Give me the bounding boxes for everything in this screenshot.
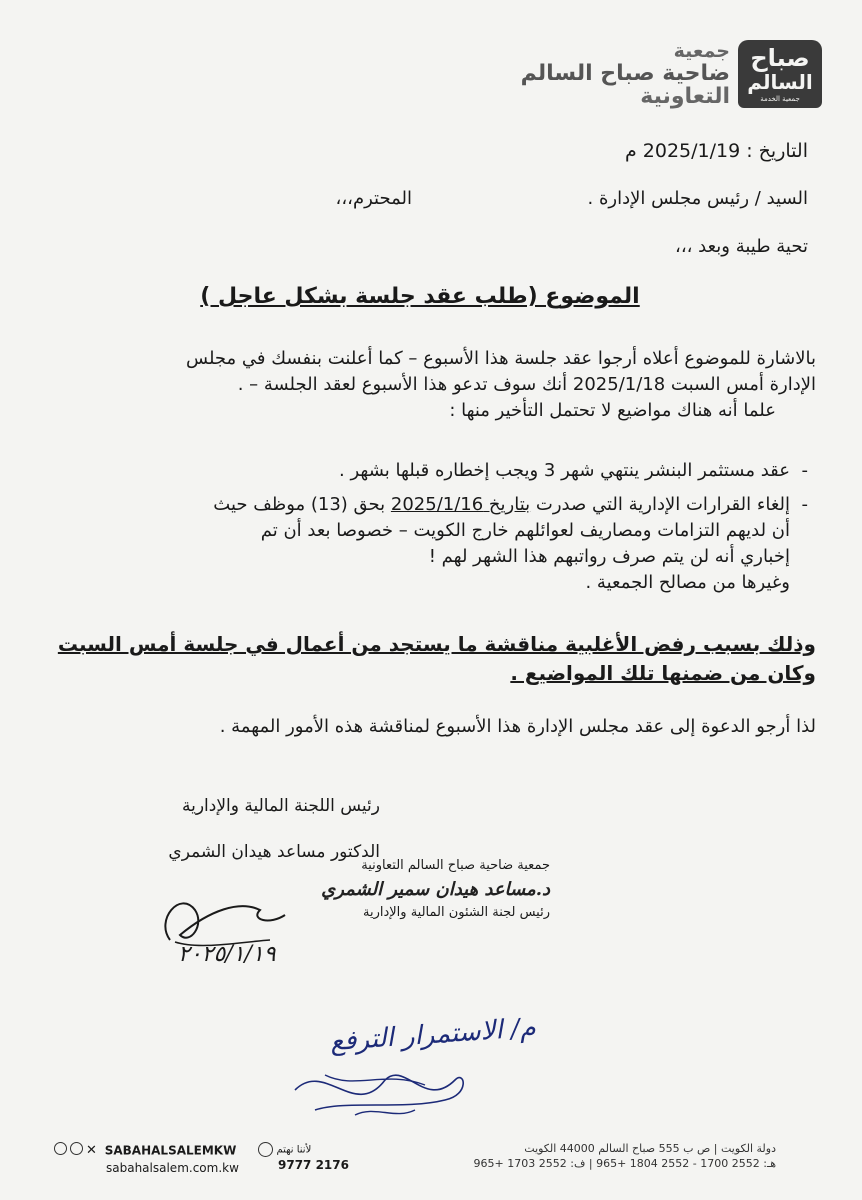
signatory-name: الدكتور مساعد هيدان الشمري bbox=[168, 842, 380, 862]
footer-handle: SABAHALSALEMKW bbox=[104, 1143, 237, 1158]
list-item-continuation: أن لديهم التزامات ومصاريف لعوائلهم خارج الكويت – خصوصا بعد أن تم bbox=[260, 520, 790, 542]
emphasis-line: وكان من ضمنها تلك المواضيع . bbox=[510, 661, 816, 685]
paragraph-line: الإدارة أمس السبت 2025/1/18 أنك سوف تدعو هذا الأسبوع لعقد الجلسة – . bbox=[237, 374, 816, 396]
list-item bbox=[48, 492, 808, 518]
org-name bbox=[430, 42, 730, 108]
x-icon: ✕ bbox=[86, 1143, 97, 1158]
footer-phones-line: هـ: 2552 1700 - 2552 1804 +965 | ف: 2552 1703 +965 bbox=[473, 1156, 776, 1170]
closing-line: لذا أرجو الدعوة إلى عقد مجلس الإدارة هذا الأسبوع لمناقشة هذه الأمور المهمة . bbox=[219, 716, 816, 737]
snapchat-icon bbox=[70, 1142, 83, 1155]
handwritten-note: م/ الاستمرار الترفع bbox=[329, 1012, 537, 1058]
paragraph-line: بالاشارة للموضوع أعلاه أرجوا عقد جلسة هذا الأسبوع – كما أعلنت بنفسك في مجلس bbox=[186, 348, 816, 369]
addressee: السيد / رئيس مجلس الإدارة . bbox=[587, 188, 808, 209]
footer-social bbox=[54, 1142, 254, 1176]
name-stamp bbox=[300, 856, 550, 922]
note-scribble bbox=[285, 1050, 485, 1130]
instagram-icon bbox=[54, 1142, 67, 1155]
honorific: المحترم،،، bbox=[335, 188, 412, 209]
emphasis-line: وذلك بسبب رفض الأغلبية مناقشة ما يستجد من أعمال في جلسة أمس السبت bbox=[57, 632, 816, 656]
list-item: - عقد مستثمر البنشر ينتهي شهر 3 ويجب إخطاره قبلها بشهر . bbox=[48, 458, 808, 484]
footer-phone bbox=[258, 1142, 368, 1174]
signatory-title: رئيس اللجنة المالية والإدارية bbox=[181, 796, 380, 816]
logo-line1: صباح bbox=[750, 43, 810, 72]
underlined-date: بتاريخ 2025/1/16 bbox=[390, 494, 531, 516]
greeting: تحية طيبة وبعد ،،، bbox=[675, 236, 808, 257]
logo-line3: جمعية الخدمة bbox=[760, 94, 800, 103]
paragraph-line: علما أنه هناك مواضيع لا تحتمل التأخير منها : bbox=[449, 400, 776, 422]
list-item-text: إلغاء القرارات الإدارية التي صدرت bbox=[530, 494, 790, 516]
emphasis-paragraph bbox=[46, 630, 816, 688]
date-line: التاريخ : 2025/1/19 م bbox=[624, 140, 808, 162]
footer-phone-label: لأننا نهتم bbox=[276, 1144, 312, 1156]
logo-line2: السالم bbox=[747, 69, 813, 94]
stamp-name: د.مساعد هيدان سمير الشمري bbox=[321, 878, 550, 900]
org-line2: ضاحية صباح السالم bbox=[520, 60, 730, 86]
handwritten-date: ٢٠٢٥/١/١٩ bbox=[178, 942, 276, 967]
org-line1: جمعية bbox=[673, 40, 730, 62]
footer-address-line: دولة الكويت | ص ب 555 صباح السالم 44000 الكويت bbox=[524, 1142, 776, 1155]
stamp-role: رئيس لجنة الشئون المالية والإدارية bbox=[363, 904, 550, 920]
social-icons bbox=[54, 1142, 97, 1160]
list-item-text: بحق (13) موظف حيث bbox=[213, 494, 391, 516]
whatsapp-icon bbox=[258, 1142, 273, 1157]
subject-heading: الموضوع (طلب عقد جلسة بشكل عاجل ) bbox=[200, 284, 640, 309]
stamp-org: جمعية ضاحية صباح السالم التعاونية bbox=[361, 858, 550, 873]
footer-phone-number: 9777 2176 bbox=[278, 1158, 349, 1173]
org-line3: التعاونية bbox=[640, 84, 730, 110]
list-item-continuation: وغيرها من مصالح الجمعية . bbox=[585, 572, 790, 594]
body-paragraph bbox=[56, 346, 816, 424]
logo bbox=[738, 40, 822, 108]
topics-list bbox=[48, 458, 808, 596]
footer-address bbox=[446, 1142, 776, 1172]
list-item-continuation: إخباري أنه لن يتم صرف رواتبهم هذا الشهر لهم ! bbox=[428, 546, 790, 568]
footer-website: sabahalsalem.com.kw bbox=[106, 1160, 239, 1175]
